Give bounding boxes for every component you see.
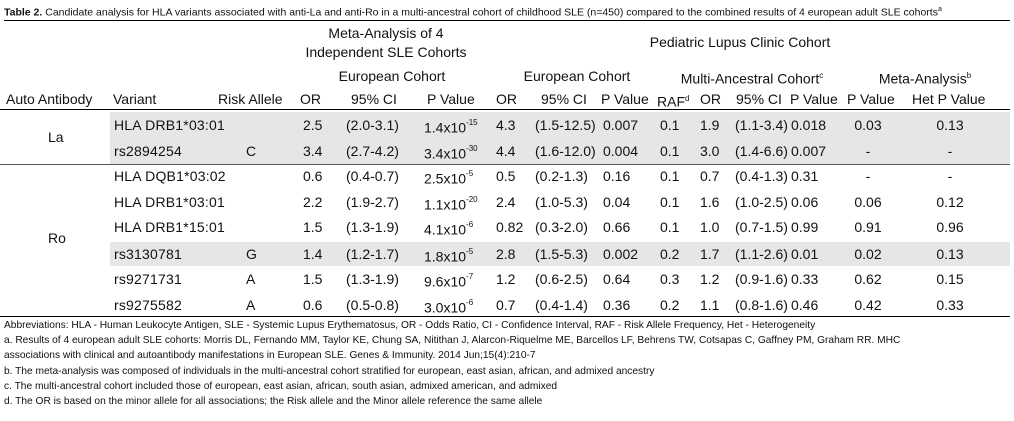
cell-p1-base: 1.8x10 [424, 248, 467, 265]
cell-or1: 1.5 [303, 219, 323, 235]
cell-or1: 0.6 [303, 168, 323, 184]
note-abbreviations: Abbreviations: HLA - Human Leukocyte Antigen, SLE - Systemic Lupus Erythematosus, OR - Odds Ratio, CI - Confidence Interval, RAF - Risk Allele Frequency, Het - Heterogeneity [4, 320, 816, 331]
cell-p1-base: 1.4x10 [424, 119, 467, 136]
cell-or2: 4.4 [496, 143, 516, 159]
cell-p3: 0.06 [791, 194, 819, 210]
cell-or1: 3.4 [303, 143, 323, 159]
cell-p4: - [865, 168, 871, 184]
cell-p1-base: 1.1x10 [424, 196, 467, 213]
cell-ci2: (0.4-1.4) [535, 297, 588, 313]
cell-p1 [424, 270, 473, 291]
cell-variant: HLA DQB1*03:02 [114, 168, 226, 184]
cell-or3: 1.0 [700, 219, 720, 235]
cell-ci2: (0.3-2.0) [535, 219, 588, 235]
cell-p3: 0.01 [791, 246, 819, 262]
cell-p2: 0.36 [603, 297, 631, 313]
cell-p1-exponent: -5 [466, 169, 474, 178]
cell-p1 [424, 142, 478, 163]
cell-ci2: (1.6-12.0) [535, 143, 596, 159]
cell-p1 [424, 167, 473, 188]
cell-p3: 0.31 [791, 168, 819, 184]
cell-variant: rs2894254 [114, 143, 182, 159]
peds-meta-sup: b [966, 71, 972, 80]
cell-ci3: (1.1-3.4) [735, 117, 788, 133]
group-label-la: La [48, 129, 64, 145]
cell-variant: HLA DRB1*03:01 [114, 194, 225, 210]
cell-p1-exponent: -20 [466, 195, 478, 204]
cell-ci1: (1.3-1.9) [346, 219, 399, 235]
cell-p3: 0.007 [791, 143, 827, 159]
cell-or3: 0.7 [700, 168, 720, 184]
cell-p3: 0.018 [791, 117, 827, 133]
cell-p2: 0.007 [603, 117, 639, 133]
cell-ci1: (1.3-1.9) [346, 271, 399, 287]
cell-p1-base: 9.6x10 [424, 273, 467, 290]
cell-ci2: (0.6-2.5) [535, 271, 588, 287]
cell-p1-base: 2.5x10 [424, 170, 467, 187]
cell-p2: 0.002 [603, 246, 639, 262]
peds-meta-analysis [850, 67, 1000, 88]
cell-het: 0.96 [936, 219, 964, 235]
caption-label: Table 2. [4, 6, 43, 19]
peds-multi-sup: c [819, 71, 824, 80]
cell-ci1: (1.2-1.7) [346, 246, 399, 262]
caption-sup: a [937, 6, 942, 13]
cell-p1-exponent: -30 [466, 144, 478, 153]
cell-or3: 1.2 [700, 271, 720, 287]
note-b: b. The meta-analysis was composed of individuals in the multi-ancestral cohort stratified for european, east asian, african, and admixed ancestry [4, 365, 655, 377]
cell-or3: 1.9 [700, 117, 720, 133]
cell-p3: 0.33 [791, 271, 819, 287]
cell-variant: rs3130781 [114, 246, 182, 262]
cell-or2: 0.82 [496, 219, 524, 235]
cell-ci3: (1.1-2.6) [735, 246, 788, 262]
meta-title-1: Meta-Analysis of 4 [328, 25, 444, 41]
cell-p1-exponent: -15 [466, 118, 478, 127]
caption-text: Candidate analysis for HLA variants associated with anti-La and anti-Ro in a multi-ancestral cohort of childhood SLE (n=450) compared to the combined results of 4 european adult SLE cohorts [42, 6, 938, 19]
col-risk-allele: Risk Allele [218, 91, 283, 107]
cell-p1 [424, 296, 473, 317]
cell-risk-allele: C [246, 143, 257, 159]
cell-or2: 1.2 [496, 271, 516, 287]
cell-ci1: (2.7-4.2) [346, 143, 399, 159]
cell-p1-exponent: -5 [466, 247, 474, 256]
col-het-p: Het P Value [912, 91, 986, 107]
cell-ci3: (0.4-1.3) [735, 168, 788, 184]
col-p-euro: P Value [601, 91, 649, 107]
cell-het: - [947, 143, 953, 159]
cell-risk-allele: A [246, 271, 256, 287]
cell-or2: 2.8 [496, 246, 516, 262]
cell-ci3: (1.0-2.5) [735, 194, 788, 210]
cell-het: 0.33 [936, 297, 964, 313]
cell-variant: rs9275582 [114, 297, 182, 313]
cell-risk-allele: A [246, 297, 256, 313]
col-p-meta: P Value [427, 91, 475, 107]
meta-title-2: Independent SLE Cohorts [305, 44, 467, 60]
cell-ci1: (0.4-0.7) [346, 168, 399, 184]
col-or-multi: OR [700, 91, 721, 107]
cell-or3: 3.0 [700, 143, 720, 159]
footnotes [4, 318, 1010, 409]
cell-or3: 1.1 [700, 297, 720, 313]
cell-or3: 1.7 [700, 246, 720, 262]
col-p-meta-analysis: P Value [847, 91, 895, 107]
cell-p2: 0.64 [603, 271, 631, 287]
cell-p4: 0.06 [854, 194, 882, 210]
cell-p1-exponent: -6 [466, 220, 474, 229]
col-or-meta: OR [300, 91, 321, 107]
col-ci-multi: 95% CI [736, 91, 782, 107]
cell-p2: 0.16 [603, 168, 631, 184]
cell-ci2: (1.0-5.3) [535, 194, 588, 210]
cell-or3: 1.6 [700, 194, 720, 210]
col-auto-antibody: Auto Antibody [6, 91, 93, 107]
col-ci-meta: 95% CI [351, 91, 397, 107]
cell-p4: 0.42 [854, 297, 882, 313]
cell-or1: 1.4 [303, 246, 323, 262]
cell-p4: 0.02 [854, 246, 882, 262]
cell-het: 0.13 [936, 246, 964, 262]
cell-ci1: (2.0-3.1) [346, 117, 399, 133]
cell-or1: 1.5 [303, 271, 323, 287]
cell-het: 0.15 [936, 271, 964, 287]
cell-p1-exponent: -7 [466, 272, 474, 281]
cell-raf: 0.2 [660, 297, 680, 313]
cell-raf: 0.1 [660, 168, 680, 184]
note-a-cont: associations with clinical and autoantibody manifestations in European SLE. Genes & Immunity. 2014 Jun;15(4):210-7 [4, 350, 536, 362]
cell-p2: 0.66 [603, 219, 631, 235]
cell-p4: 0.91 [854, 219, 882, 235]
cell-p1-base: 3.4x10 [424, 145, 467, 162]
cell-raf: 0.1 [660, 194, 680, 210]
cell-p1 [424, 193, 478, 214]
cell-raf: 0.1 [660, 219, 680, 235]
cell-raf: 0.3 [660, 271, 680, 287]
cell-or1: 2.2 [303, 194, 323, 210]
cell-ci2: (0.2-1.3) [535, 168, 588, 184]
note-d: d. The OR is based on the minor allele for all associations; the Risk allele and the Minor allele reference the same allele [4, 396, 543, 408]
cell-ci2: (1.5-5.3) [535, 246, 588, 262]
col-ci-euro: 95% CI [541, 91, 587, 107]
cell-het: 0.12 [936, 194, 964, 210]
col-raf-sup: d [685, 94, 690, 103]
cell-p3: 0.46 [791, 297, 819, 313]
peds-meta-label: Meta-Analysis [878, 70, 967, 87]
cell-variant: rs9271731 [114, 271, 182, 287]
peds-title: Pediatric Lupus Clinic Cohort [649, 34, 831, 50]
footer-rule [0, 316, 1010, 317]
cell-ci1: (0.5-0.8) [346, 297, 399, 313]
cell-p1-exponent: -6 [466, 298, 474, 307]
cell-or1: 2.5 [303, 117, 323, 133]
cell-or2: 4.3 [496, 117, 516, 133]
cell-raf: 0.2 [660, 246, 680, 262]
header-rule [0, 109, 1010, 110]
cell-or2: 2.4 [496, 194, 516, 210]
cell-raf: 0.1 [660, 143, 680, 159]
cell-or1: 0.6 [303, 297, 323, 313]
peds-multi-label: Multi-Ancestral Cohort [680, 70, 820, 87]
cell-p3: 0.99 [791, 219, 819, 235]
cell-risk-allele: G [246, 246, 257, 262]
cell-variant: HLA DRB1*15:01 [114, 219, 225, 235]
col-p-multi: P Value [790, 91, 838, 107]
cell-p4: - [865, 143, 871, 159]
cell-p4: 0.62 [854, 271, 882, 287]
cell-ci3: (0.8-1.6) [735, 297, 788, 313]
peds-multi-ancestral [664, 67, 840, 88]
cell-p4: 0.03 [854, 117, 882, 133]
cell-p1-base: 4.1x10 [424, 221, 467, 238]
cell-p1 [424, 245, 473, 266]
cell-ci3: (1.4-6.6) [735, 143, 788, 159]
cell-ci3: (0.7-1.5) [735, 219, 788, 235]
cell-ci1: (1.9-2.7) [346, 194, 399, 210]
cell-p1 [424, 218, 473, 239]
col-raf [657, 90, 689, 111]
cell-p2: 0.004 [603, 143, 639, 159]
group-rule [0, 164, 1010, 165]
cell-het: 0.13 [936, 117, 964, 133]
col-raf-label: RAF [657, 93, 685, 110]
col-variant: Variant [113, 91, 157, 107]
cell-ci3: (0.9-1.6) [735, 271, 788, 287]
meta-sub-european: European Cohort [338, 68, 446, 84]
group-label-ro: Ro [48, 230, 66, 246]
cell-raf: 0.1 [660, 117, 680, 133]
note-c: c. The multi-ancestral cohort included those of european, east asian, african, south asian, admixed american, and admixed [4, 380, 558, 392]
cell-or2: 0.7 [496, 297, 516, 313]
table-caption [4, 2, 1010, 21]
cell-p1-base: 3.0x10 [424, 299, 467, 316]
cell-p2: 0.04 [603, 194, 631, 210]
col-or-euro: OR [496, 91, 517, 107]
cell-or2: 0.5 [496, 168, 516, 184]
cell-ci2: (1.5-12.5) [535, 117, 596, 133]
peds-european-cohort: European Cohort [523, 68, 631, 84]
cell-p1 [424, 116, 478, 137]
note-a: a. Results of 4 european adult SLE cohorts: Morris DL, Fernando MM, Taylor KE, Chung SA, Nitithan J, Alarcon-Riquelme ME, Barcellos LF, Behrens TW, Cotsapas C, Gaffney PM, Graham RR. MHC [4, 335, 901, 347]
cell-het: - [947, 168, 953, 184]
cell-variant: HLA DRB1*03:01 [114, 117, 225, 133]
